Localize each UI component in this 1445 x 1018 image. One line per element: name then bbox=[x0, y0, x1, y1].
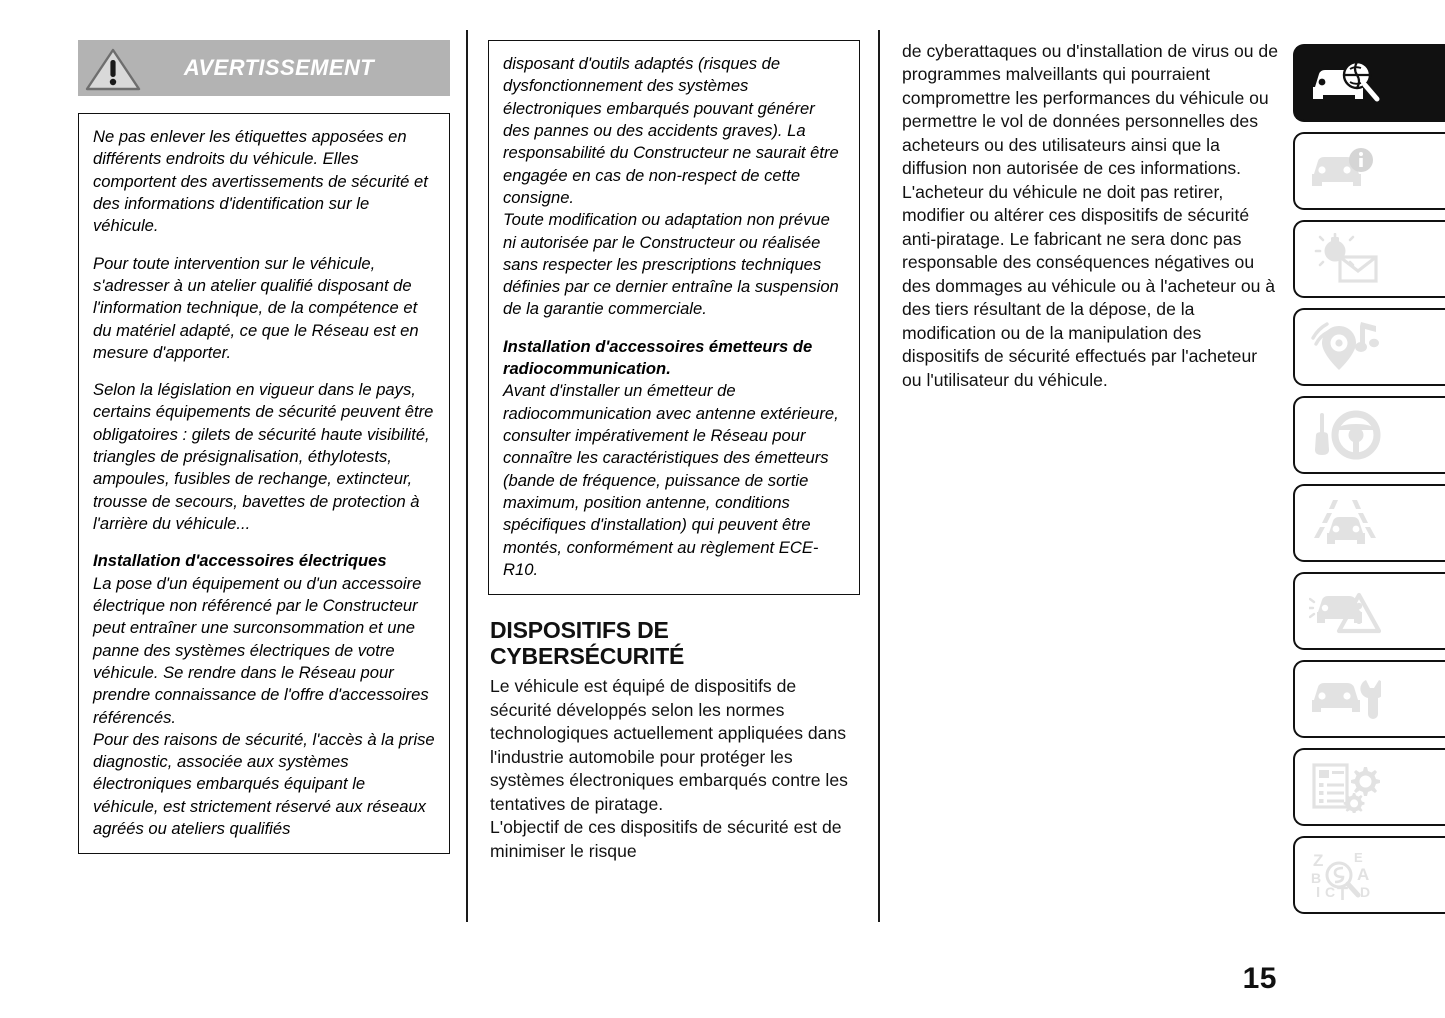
infotainment-navigation-icon bbox=[1309, 320, 1381, 374]
warning-paragraph: Avant d'installer un émetteur de radiocommunication avec antenne extérieure, consulter impérativement le Réseau pour connaître les caractéristiques des émetteurs (bande de fréquence, puissance de sortie maximum, position antenne, conditions spécifiques d'installation) qui peuvent être montés, conformément au règlement ECE-R10. bbox=[503, 381, 839, 579]
car-maintenance-icon bbox=[1309, 674, 1381, 724]
sidebar-tab-warning-lights[interactable] bbox=[1293, 220, 1445, 298]
subsection-heading-radio: Installation d'accessoires émetteurs de radiocommunication. bbox=[503, 336, 813, 379]
warning-paragraph: Selon la législation en vigueur dans le pays, certains équipements de sécurité peuvent être obligatoires : gilets de sécurité haute visibilité, triangles de présignalisation, éthylotests, ampoules, fusibles de rechange, extincteur, trousse de secours, bavettes de protection à l'arrière du véhicule... bbox=[93, 380, 434, 533]
warning-lights-mail-icon bbox=[1309, 233, 1381, 285]
sidebar-tab-infotainment[interactable] bbox=[1293, 308, 1445, 386]
svg-text:B: B bbox=[1311, 870, 1322, 886]
warning-triangle-icon bbox=[84, 46, 142, 92]
sidebar-tab-car-info[interactable] bbox=[1293, 132, 1445, 210]
cybersecurity-paragraph: L'acheteur du véhicule ne doit pas retirer, modifier ou altérer ces dispositifs de sécurité anti-piratage. Le fabricant ne sera donc pas responsable des conséquences négatives ou des dommages au véhicule ou à l'acheteur ou à des tiers résultant de la dépose, de la modification ou de la manipulation des dispositifs de sécurité effectués par l'acheteur ou l'utilisateur du véhicule. bbox=[902, 181, 1276, 390]
cybersecurity-paragraph: Le véhicule est équipé de dispositifs de sécurité développés selon les normes technologiques actuellement appliquées dans l'industrie automobile pour protéger les systèmes électroniques embarqués contre les tentatives de piratage. bbox=[490, 676, 848, 814]
car-info-icon bbox=[1309, 146, 1381, 196]
column-3 bbox=[900, 40, 1280, 392]
column-divider-2 bbox=[878, 30, 880, 922]
steering-wheel-controls-icon bbox=[1309, 410, 1381, 460]
sidebar-tab-alphabetical-index[interactable] bbox=[1293, 836, 1445, 914]
warning-header bbox=[78, 40, 450, 96]
warning-paragraph: Ne pas enlever les étiquettes apposées en différents endroits du véhicule. Elles comportent des avertissements de sécurité et des informations d'identification sur le véhicule. bbox=[93, 127, 428, 236]
sidebar-tab-car-inspection[interactable] bbox=[1293, 44, 1445, 122]
subsection-heading-electrical: Installation d'accessoires électriques bbox=[93, 551, 387, 571]
section-title-cybersecurity: DISPOSITIFS DE CYBERSÉCURITÉ bbox=[490, 617, 685, 670]
warning-paragraph: disposant d'outils adaptés (risques de dysfonctionnement des systèmes électroniques embarqués pouvant générer des pannes ou des accidents graves). La responsabilité du Constructeur ne saurait être engagée en cas de non-respect de cette consigne. bbox=[503, 54, 839, 207]
sidebar-tab-maintenance[interactable] bbox=[1293, 660, 1445, 738]
cybersecurity-paragraph-continued: de cyberattaques ou d'installation de virus ou de programmes malveillants qui pourraient compromettre les performances du véhicule ou permettre le vol de données personnelles des acheteurs ou des utilisateurs ainsi que la diffusion non autorisée de ces informations. bbox=[902, 41, 1279, 179]
emergency-breakdown-icon bbox=[1309, 586, 1381, 636]
warning-body-box-2 bbox=[488, 40, 860, 595]
column-2 bbox=[488, 40, 860, 863]
svg-text:C: C bbox=[1325, 884, 1336, 900]
car-inspection-icon bbox=[1309, 57, 1383, 109]
warning-paragraph: Pour des raisons de sécurité, l'accès à la prise diagnostic, associée aux systèmes électroniques embarqués équipant le véhicule, est strictement réservé aux réseaux agréés ou ateliers qualifiés bbox=[93, 729, 435, 839]
sidebar-tab-technical-specs[interactable] bbox=[1293, 748, 1445, 826]
warning-paragraph: Pour toute intervention sur le véhicule, s'adresser à un atelier qualifié disposant de l'information technique, de la compétence et du matériel adapté, ce que le Réseau est en mesure d'apporter. bbox=[93, 253, 419, 362]
warning-paragraph: Toute modification ou adaptation non prévue ni autorisée par le Constructeur ou réalisée sans respecter les prescriptions techniques définies par ce dernier entraîne la suspension de la garantie commerciale. bbox=[503, 210, 839, 319]
svg-text:I: I bbox=[1316, 884, 1321, 901]
column-1 bbox=[78, 40, 450, 854]
sidebar-tab-steering-controls[interactable] bbox=[1293, 396, 1445, 474]
cybersecurity-paragraph-partial: L'objectif de ces dispositifs de sécurité est de minimiser le risque bbox=[490, 817, 842, 861]
warning-title: AVERTISSEMENT bbox=[183, 55, 375, 80]
lane-assist-icon bbox=[1309, 497, 1381, 549]
alphabetical-index-icon bbox=[1309, 849, 1387, 901]
svg-text:A: A bbox=[1357, 865, 1370, 884]
warning-paragraph: La pose d'un équipement ou d'un accessoire électrique non référencé par le Constructeur peut entraîner une surconsommation et une panne des systèmes électriques de votre véhicule. Se rendre dans le Réseau pour prendre connaissance de l'offre d'accessoires référencés. bbox=[93, 573, 429, 727]
svg-text:Z: Z bbox=[1313, 851, 1324, 870]
svg-text:D: D bbox=[1360, 884, 1371, 900]
sidebar-tab-emergency[interactable] bbox=[1293, 572, 1445, 650]
warning-body-box-1 bbox=[78, 113, 450, 854]
page-number: 15 bbox=[1242, 962, 1277, 995]
sidebar-tab-lane-assist[interactable] bbox=[1293, 484, 1445, 562]
chapter-tabs-sidebar bbox=[1293, 44, 1445, 924]
column-divider-1 bbox=[466, 30, 468, 922]
technical-specifications-icon bbox=[1309, 761, 1381, 813]
svg-text:E: E bbox=[1354, 850, 1363, 865]
svg-text:T: T bbox=[1337, 884, 1348, 901]
